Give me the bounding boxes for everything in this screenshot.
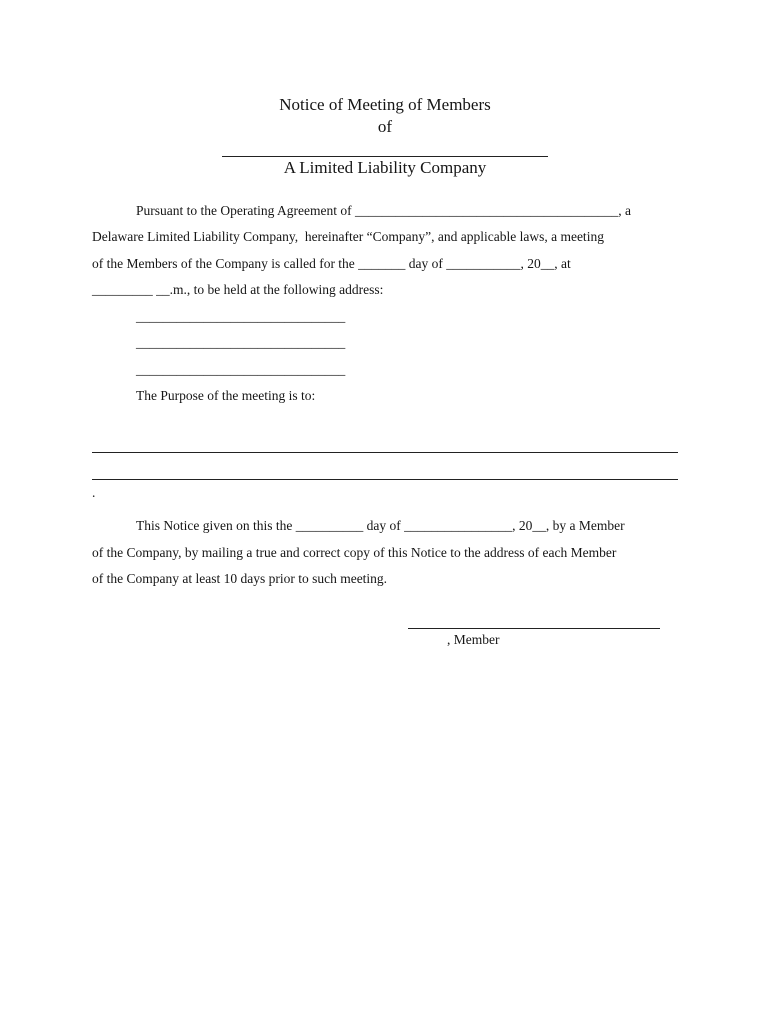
title-block <box>92 94 678 179</box>
paragraph-line: of the Company, by mailing a true and correct copy of this Notice to the address of each Member <box>92 544 617 560</box>
paragraph-line: of the Members of the Company is called for the _______ day of ___________, 20__, at <box>92 255 571 271</box>
address-block <box>92 304 678 384</box>
purpose-blank-line-1 <box>92 427 678 454</box>
signature-member-label: , Member <box>447 631 500 647</box>
title-of-label: of <box>377 116 393 136</box>
paragraph-line: of the Company at least 10 days prior to such meeting. <box>92 571 388 586</box>
purpose-blank-line-2 <box>92 453 678 480</box>
signature-block <box>92 605 678 650</box>
paragraph-line: This Notice given on this the __________ day of ________________, 20__, by a Member <box>136 518 625 533</box>
purpose-label: The Purpose of the meeting is to: <box>136 388 316 403</box>
document-title: Notice of Meeting of Members <box>279 95 491 114</box>
company-name-blank-line <box>222 137 548 157</box>
notice-paragraph <box>92 513 678 593</box>
company-type-label: A Limited Liability Company <box>283 158 487 177</box>
address-blank-line: _______________________________ <box>136 308 346 324</box>
opening-paragraph <box>92 198 678 304</box>
paragraph-line: Delaware Limited Liability Company, hereinafter “Company”, and applicable laws, a meeting <box>92 229 604 244</box>
address-blank-line: _______________________________ <box>136 335 346 350</box>
address-blank-line: _______________________________ <box>136 361 346 377</box>
paragraph-line: Pursuant to the Operating Agreement of _______________________________________, a <box>136 202 631 218</box>
stray-period: . <box>92 484 96 500</box>
paragraph-line: _________ __.m., to be held at the following address: <box>92 282 384 297</box>
signature-blank-line <box>408 605 660 629</box>
